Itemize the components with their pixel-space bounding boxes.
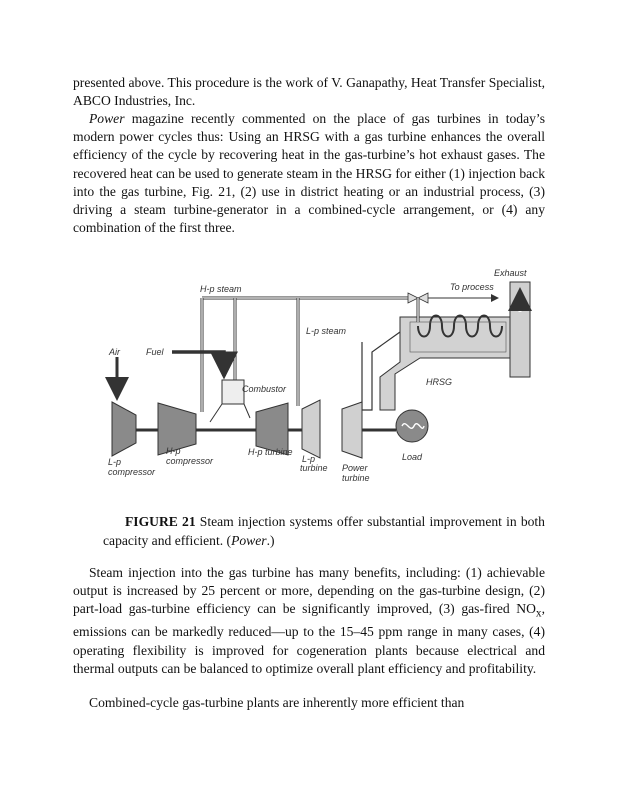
label-hp-turbine: H-p turbine [248,447,293,457]
hrsg-unit [362,316,510,411]
label-hp-compressor-2: compressor [166,456,214,466]
label-lp-turbine-1: L-p [302,454,316,464]
load-generator [396,410,428,442]
figure-caption-label: FIGURE 21 [125,514,196,529]
paragraph-3 [73,564,545,678]
label-load: Load [402,452,423,462]
figure-caption-text-a: Steam injection systems offer substantial improvement in both capacity and efficient. ( [103,514,545,548]
paragraph-4 [73,694,545,712]
label-exhaust: Exhaust [494,268,527,278]
label-combustor: Combustor [242,384,287,394]
paragraph-1 [73,74,545,110]
label-air: Air [109,347,120,357]
label-fuel: Fuel [146,347,164,357]
power-turbine [342,402,362,458]
paragraph-4-text: Combined-cycle gas-turbine plants are inherently more efficient than [89,695,465,710]
label-power-turbine-1: Power [342,463,368,473]
figure-caption-emphasis: Power [231,533,267,548]
label-lp-compressor-2: compressor [108,467,156,477]
label-power-turbine-2: turbine [342,473,370,483]
paragraph-2 [73,110,545,237]
paragraph-1-text: presented above. This procedure is the work of V. Ganapathy, Heat Transfer Specialist, ABCO Industries, Inc. [73,75,545,109]
power-magazine-emphasis: Power [89,111,125,126]
fuel-line [172,352,224,376]
figure-caption-text-b: .) [266,533,275,548]
figure-caption [103,512,545,550]
paragraph-3-text-b: , emissions can be markedly reduced—up to the 15–45 ppm range in many cases, (4) operating flexibility is improved for cogeneration plants because electrical and thermal outputs can be balanced to optimize overall plant efficiency and profitability. [73,601,545,676]
figure-21-diagram [100,262,540,487]
exhaust-stack [510,282,530,377]
combustor [222,380,244,404]
label-hp-steam: H-p steam [200,284,242,294]
paragraph-3-text-a: Steam injection into the gas turbine has many benefits, including: (1) achievable output is increased by 25 percent or more, depending on the gas-turbine design, (2) part-load gas-turbine efficiency can be significantly improved, (3) gas-fired NO [73,565,545,617]
label-hp-compressor-1: H-p [166,446,181,456]
label-lp-steam: L-p steam [306,326,347,336]
label-hrsg: HRSG [426,377,453,387]
lp-turbine [302,400,320,458]
paragraph-2-text: magazine recently commented on the place of gas turbines in today’s modern power cycles thus: Using an HRSG with a gas turbine enhances the overall efficiency of the cycle by recovering heat in the gas-turbine’s hot exhaust gases. The recovered heat can be used to generate steam in the HRSG for either (1) injection back into the gas turbine, Fig. 21, (2) use in district heating or an industrial process, (3) driving a steam turbine-generator in a combined-cycle arrangement, or (4) any combination of the first three. [73,111,545,236]
label-to-process: To process [450,282,494,292]
label-lp-turbine-2: turbine [300,463,328,473]
lp-compressor [112,402,136,456]
label-lp-compressor-1: L-p [108,457,122,467]
nox-subscript: x [535,608,542,621]
